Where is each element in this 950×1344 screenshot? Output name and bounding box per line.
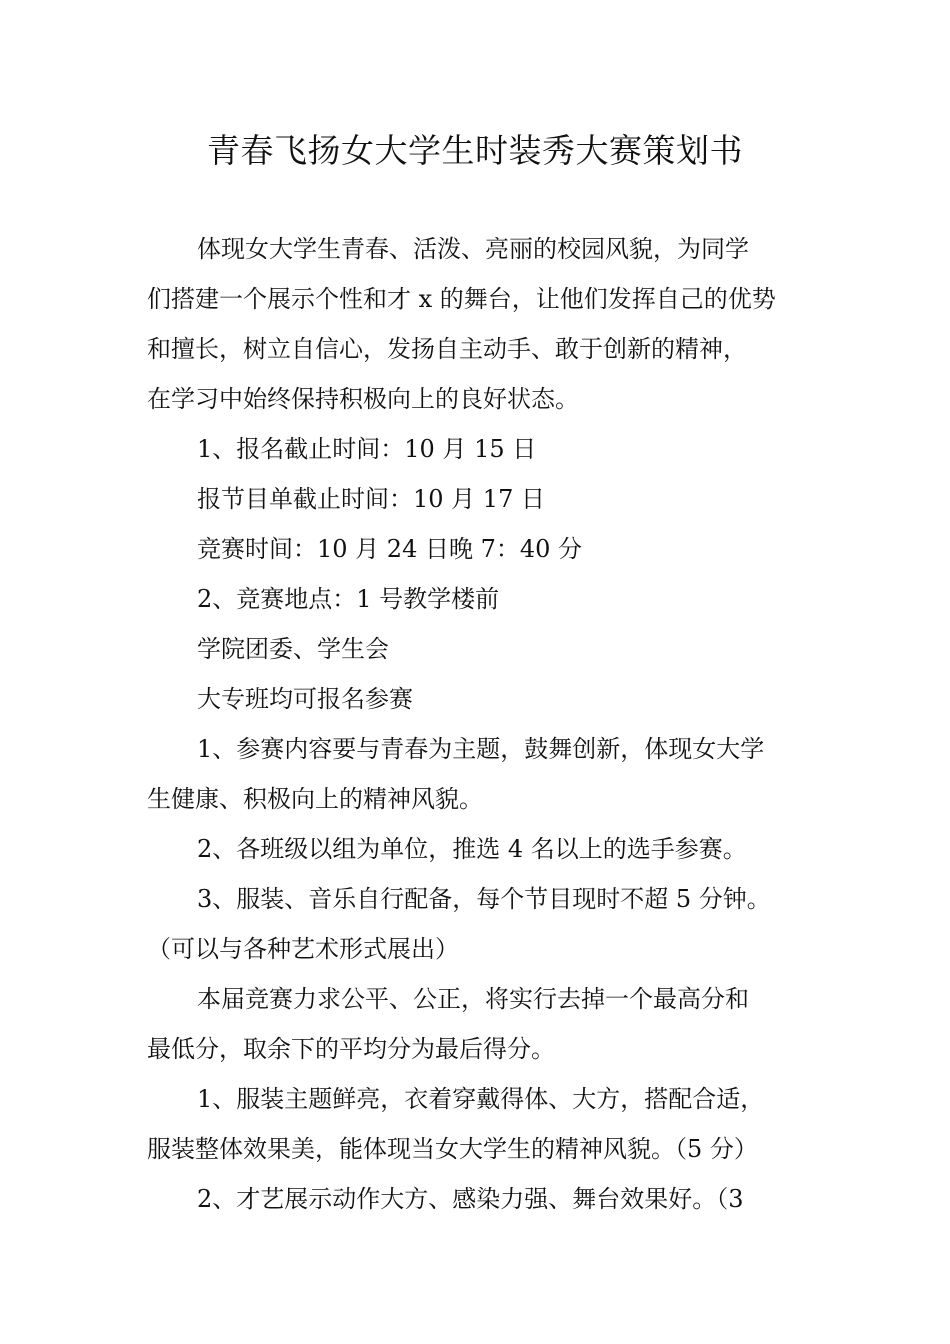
text-line: 2、各班级以组为单位，推选 4 名以上的选手参赛。 — [197, 835, 747, 863]
text-line: 1、服装主题鲜亮，衣着穿戴得体、大方，搭配合适， — [197, 1085, 765, 1113]
text-line: 们搭建一个展示个性和才 x 的舞台，让他们发挥自己的优势 — [147, 285, 776, 313]
text-line: 1、报名截止时间：10 月 15 日 — [197, 435, 537, 463]
document-title: 青春飞扬女大学生时装秀大赛策划书 — [207, 131, 743, 170]
text-line: 服装整体效果美，能体现当女大学生的精神风貌。（5 分） — [147, 1135, 758, 1163]
text-line: 最低分，取余下的平均分为最后得分。 — [147, 1035, 555, 1063]
text-line: （可以与各种艺术形式展出） — [147, 935, 459, 963]
text-line: 在学习中始终保持积极向上的良好状态。 — [147, 385, 579, 413]
text-line: 1、参赛内容要与青春为主题，鼓舞创新，体现女大学 — [197, 735, 765, 763]
text-line: 报节目单截止时间：10 月 17 日 — [197, 485, 545, 513]
document-body — [147, 224, 807, 1224]
text-line: 学院团委、学生会 — [197, 635, 389, 663]
text-line: 本届竞赛力求公平、公正，将实行去掉一个最高分和 — [197, 985, 749, 1013]
text-line: 大专班均可报名参赛 — [197, 685, 413, 713]
text-line: 竞赛时间：10 月 24 日晚 7：40 分 — [197, 535, 583, 563]
text-line: 体现女大学生青春、活泼、亮丽的校园风貌，为同学 — [197, 235, 749, 263]
text-line: 和擅长，树立自信心，发扬自主动手、敢于创新的精神， — [147, 335, 747, 363]
text-line: 2、才艺展示动作大方、感染力强、舞台效果好。（3 — [197, 1185, 744, 1213]
text-line: 3、服装、音乐自行配备，每个节目现时不超 5 分钟。 — [197, 885, 771, 913]
text-line: 生健康、积极向上的精神风貌。 — [147, 785, 483, 813]
text-line: 2、竞赛地点：1 号教学楼前 — [197, 585, 500, 613]
